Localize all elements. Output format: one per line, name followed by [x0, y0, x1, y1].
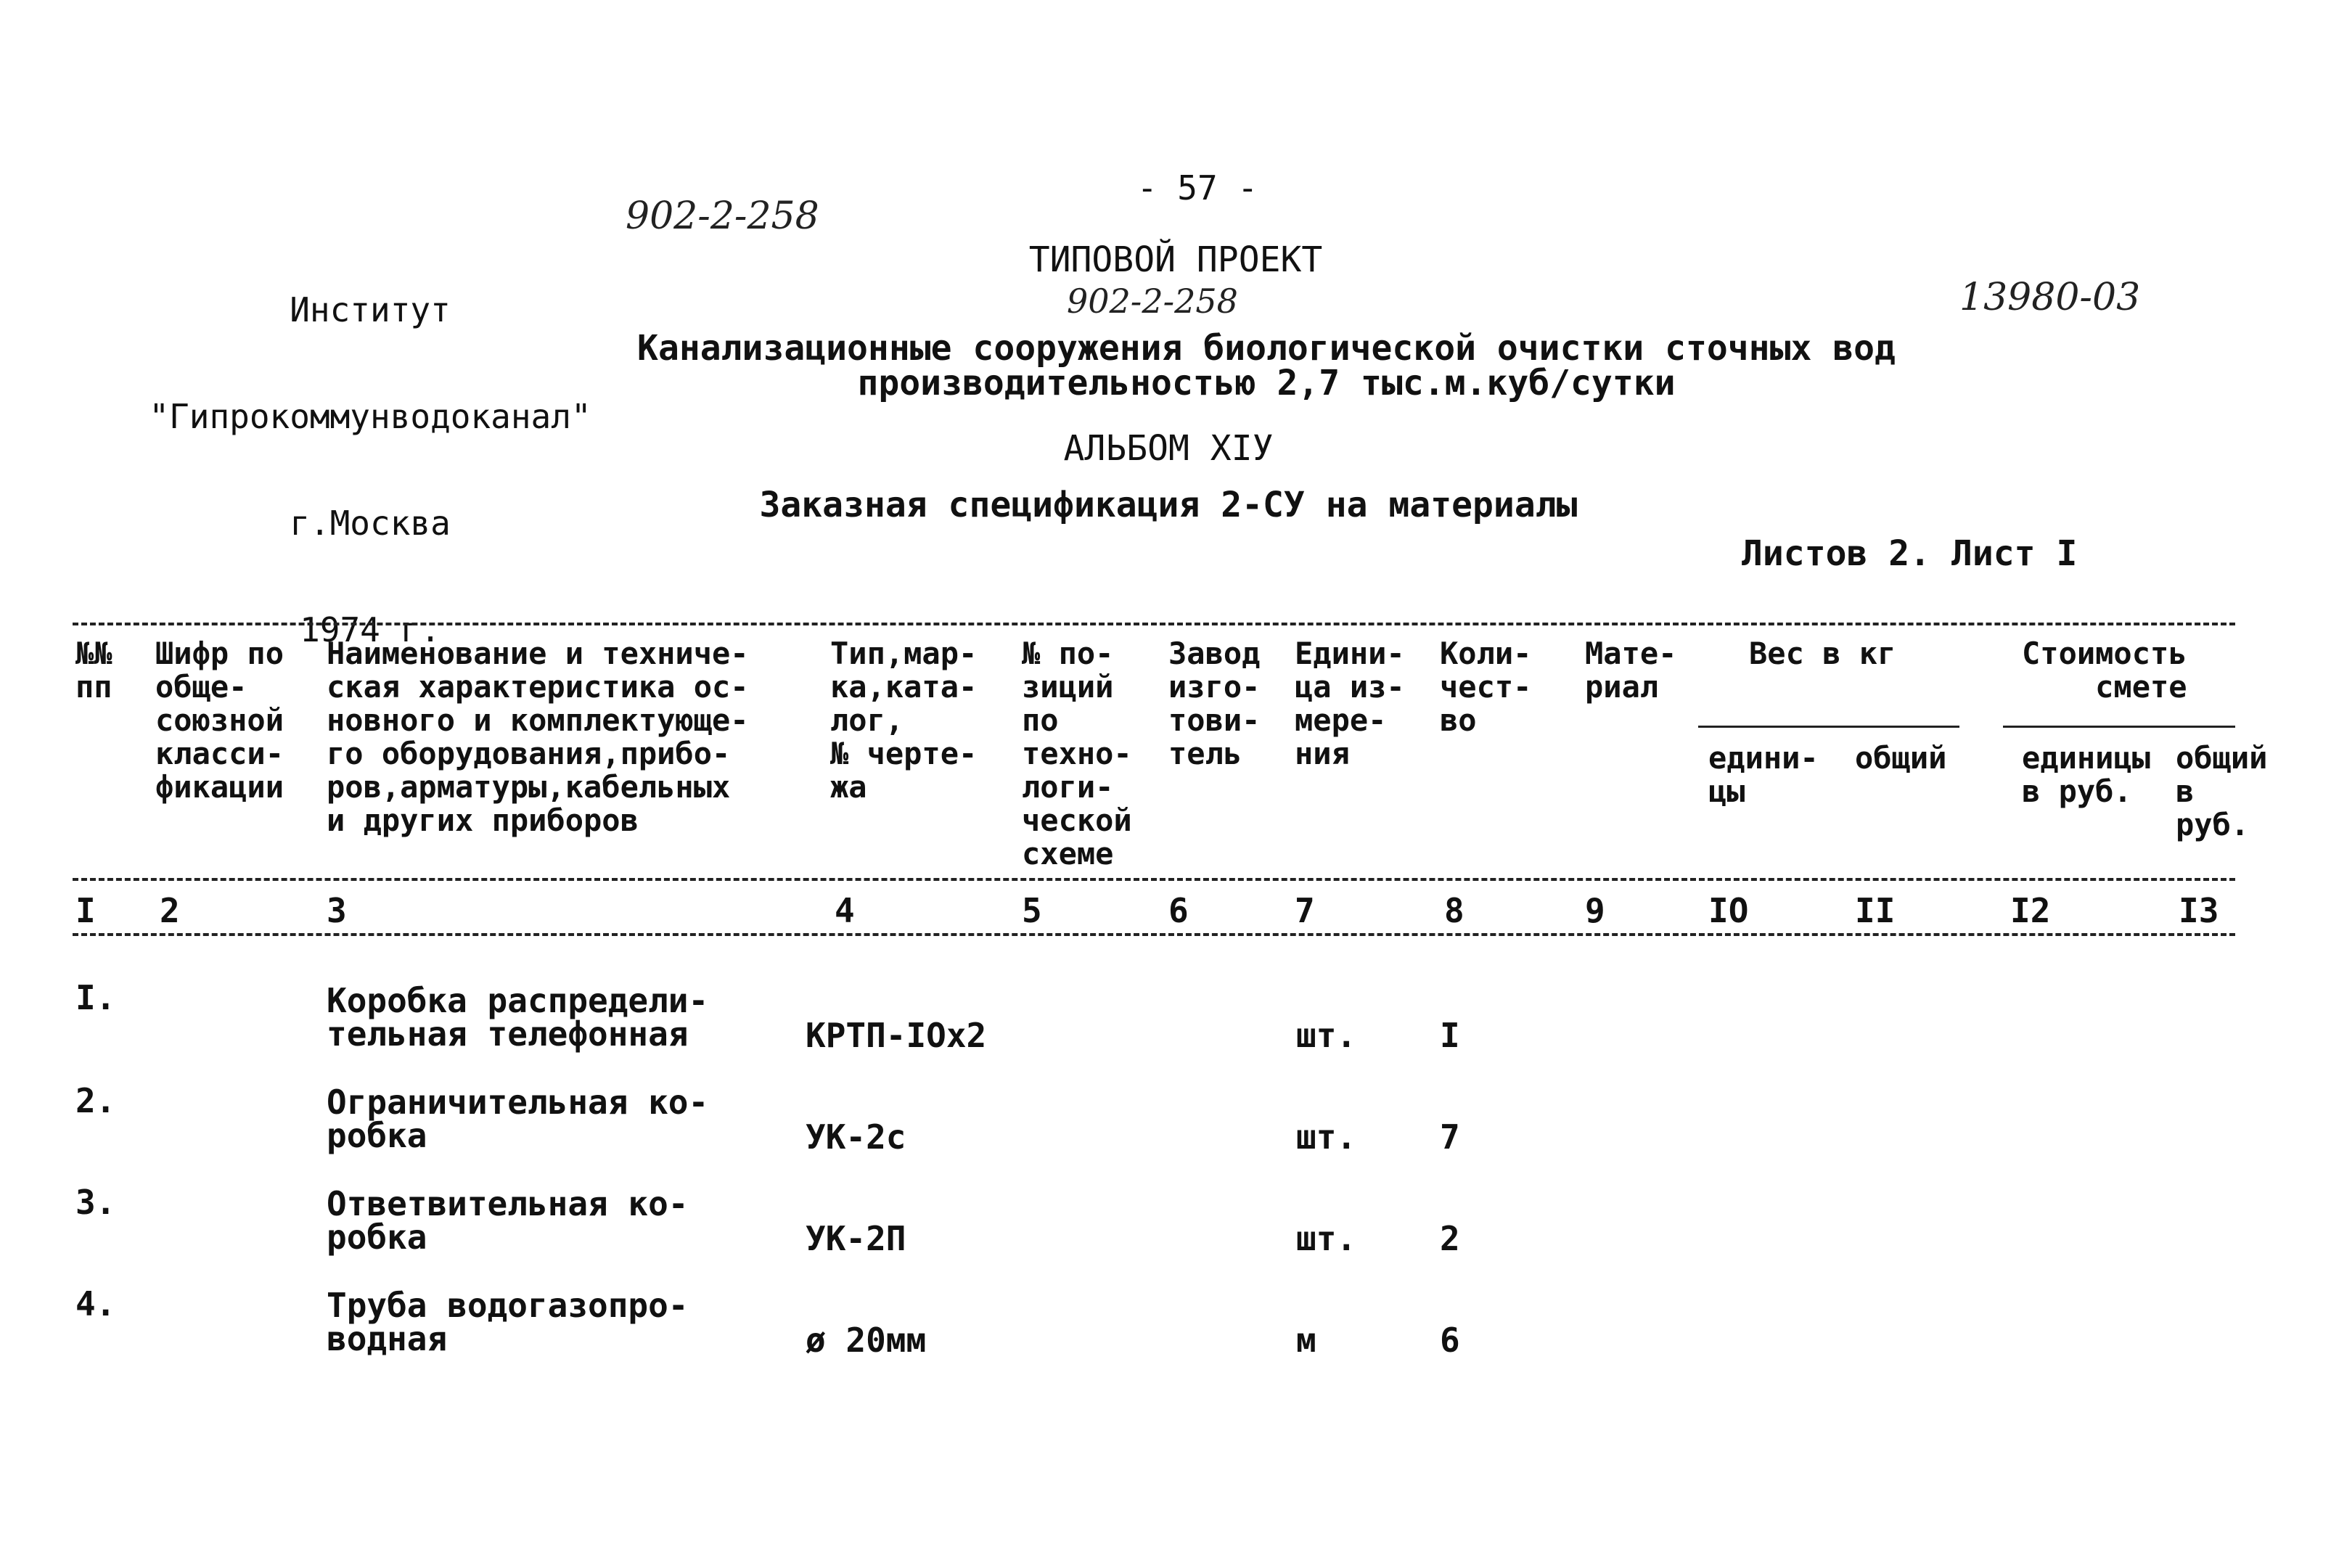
album-label: АЛЬБОМ XIУ: [1063, 428, 1274, 469]
header-weight-total: общий: [1855, 740, 1947, 776]
row-3-quantity: 2: [1440, 1219, 1460, 1258]
row-2-unit: шт.: [1296, 1117, 1357, 1157]
row-2-type: УК-2с: [806, 1117, 906, 1157]
column-number-10: IO: [1708, 891, 1749, 930]
column-number-3: 3: [327, 891, 347, 930]
cost-group-rule: [2003, 726, 2235, 728]
sheets-counter: Листов 2. Лист I: [1742, 533, 2078, 574]
institute-org: "Гипрокоммунводоканал": [149, 397, 591, 436]
institute-name: Институт: [290, 290, 451, 329]
row-4-name: Труба водогазопро- водная: [327, 1286, 689, 1358]
document-title-line-1: Канализационные сооружения биологической очистки сточных вод: [637, 328, 1896, 369]
handwritten-code-left: 902-2-258: [626, 194, 819, 238]
column-number-8: 8: [1444, 891, 1464, 930]
handwritten-code-right: 13980-03: [1959, 276, 2141, 319]
header-material: Мате- риал: [1585, 636, 1677, 705]
column-number-4: 4: [835, 891, 855, 930]
institute-block: [109, 221, 631, 684]
column-number-1: I: [75, 891, 96, 930]
weight-group-rule: [1698, 726, 1959, 728]
table-column-number-rule: [73, 933, 2235, 936]
row-3-number: 3.: [75, 1183, 116, 1222]
institute-year: 1974 г.: [300, 610, 441, 649]
row-1-quantity: I: [1440, 1016, 1460, 1055]
header-type-brand: Тип,мар- ка,ката- лог, № черте- жа: [830, 636, 978, 805]
row-4-number: 4.: [75, 1284, 116, 1323]
page-number: - 57 -: [1136, 168, 1258, 208]
header-manufacturer: Завод изго- тови- тель: [1168, 636, 1261, 771]
row-4-unit: м: [1296, 1321, 1316, 1360]
row-2-name: Ограничительная ко- робка: [327, 1083, 709, 1155]
row-4-quantity: 6: [1440, 1321, 1460, 1360]
row-3-type: УК-2П: [806, 1219, 906, 1258]
row-1-type: КРТП-IОх2: [806, 1016, 987, 1055]
row-3-unit: шт.: [1296, 1219, 1357, 1258]
header-cost-unit: единицы в руб.: [2022, 740, 2151, 809]
row-2-quantity: 7: [1440, 1117, 1460, 1157]
table-top-rule: [73, 623, 2235, 625]
header-quantity: Коли- чест- во: [1440, 636, 1532, 738]
row-3-name: Ответвительная ко- робка: [327, 1184, 689, 1257]
header-unit: Едини- ца из- мере- ния: [1295, 636, 1405, 771]
header-cost-total: общий в руб.: [2176, 740, 2268, 842]
column-number-9: 9: [1585, 891, 1605, 930]
column-number-13: I3: [2179, 891, 2219, 930]
header-cost-group: Стоимость смете: [2022, 636, 2187, 705]
column-number-6: 6: [1168, 891, 1189, 930]
header-weight-group: Вес в кг: [1749, 636, 1896, 671]
institute-city: г.Москва: [290, 504, 451, 543]
column-number-5: 5: [1022, 891, 1042, 930]
row-1-number: I.: [75, 978, 116, 1017]
row-4-type: ø 20мм: [806, 1321, 927, 1360]
column-number-2: 2: [160, 891, 180, 930]
header-classification-code: Шифр по обще- союзной класси- фикации: [155, 636, 284, 805]
header-row-number: №№ пп: [75, 636, 112, 705]
row-1-unit: шт.: [1296, 1016, 1357, 1055]
column-number-12: I2: [2010, 891, 2051, 930]
column-number-11: II: [1855, 891, 1896, 930]
header-position-number: № по- зиций по техно- логи- ческой схеме: [1022, 636, 1132, 871]
header-weight-unit: едини- цы: [1708, 740, 1819, 809]
specification-title: Заказная спецификация 2-СУ на материалы: [759, 485, 1578, 525]
row-1-name: Коробка распредели- тельная телефонная: [327, 981, 709, 1054]
document-title-line-2: производительностью 2,7 тыс.м.куб/сутки: [857, 363, 1676, 403]
column-number-7: 7: [1295, 891, 1315, 930]
table-header-rule: [73, 878, 2235, 881]
row-2-number: 2.: [75, 1081, 116, 1120]
project-label: ТИПОВОЙ ПРОЕКТ: [1028, 239, 1323, 280]
handwritten-code-center: 902-2-258: [1067, 282, 1238, 321]
header-name-description: Наименование и техниче- ская характеристика ос- новного и комплектующе- го оборудования,прибо- ров,арматуры,кабельных и других приборов: [327, 636, 749, 838]
